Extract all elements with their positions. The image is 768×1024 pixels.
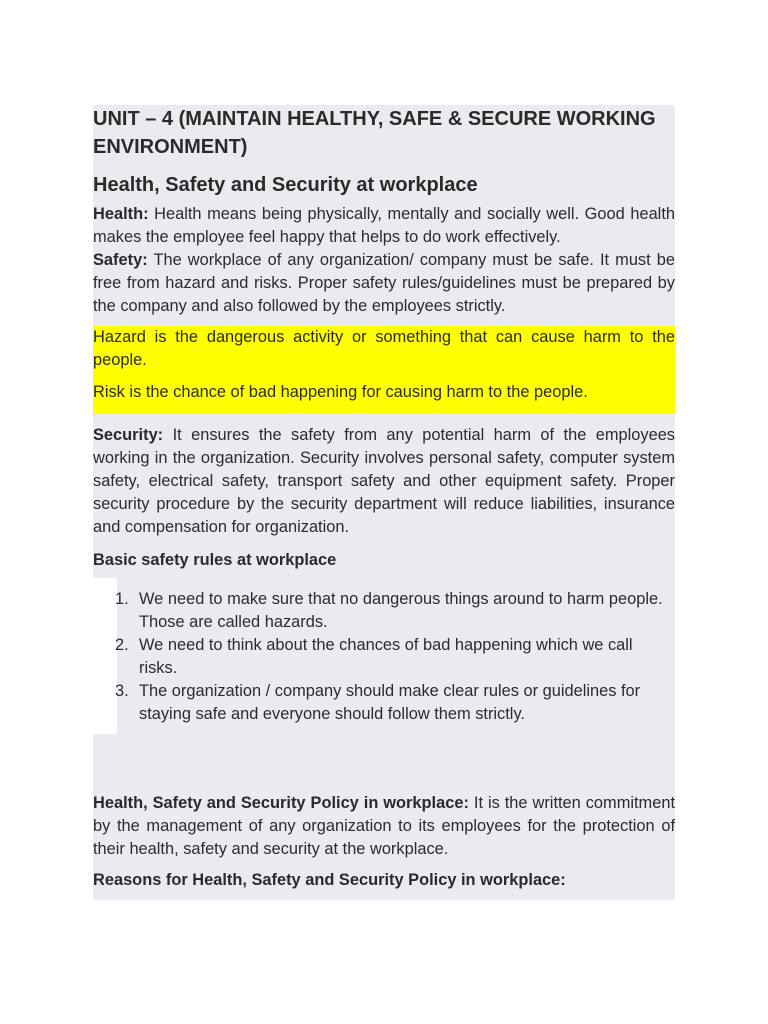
health-label: Health: <box>93 205 149 223</box>
policy-text: It is the written commitment by the management of any organization to its employees for the protection of their health, safety and security at the workplace. <box>93 794 675 858</box>
safety-label: Safety: <box>93 251 148 269</box>
security-paragraph <box>93 424 675 549</box>
health-paragraph <box>93 203 675 318</box>
highlighted-definitions <box>93 326 675 414</box>
list-number: 1. <box>115 590 129 608</box>
risk-definition: Risk is the chance of bad happening for causing harm to the people. <box>93 383 588 401</box>
title-block <box>93 105 675 203</box>
security-block <box>93 414 675 578</box>
list-left-margin-lower <box>93 734 117 755</box>
hazard-definition: Hazard is the dangerous activity or something that can cause harm to the people. <box>93 328 675 369</box>
unit-title: UNIT – 4 (MAINTAIN HEALTHY, SAFE & SECURE WORKING ENVIRONMENT) <box>93 108 656 158</box>
list-item <box>93 634 675 680</box>
blank-spacer <box>93 755 675 792</box>
list-text: We need to think about the chances of bad happening which we call risks. <box>139 636 633 677</box>
rules-heading: Basic safety rules at workplace <box>93 551 337 569</box>
security-text: It ensures the safety from any potential harm of the employees working in the organization. Security involves personal safety, computer system safety, electrical safety, transport safety and other equipment safety. Proper security procedure by the security department will reduce liabilities, insurance and compensation for organization. <box>93 426 675 536</box>
policy-label: Health, Safety and Security Policy in workplace: <box>93 794 469 812</box>
rules-list <box>93 588 675 726</box>
policy-paragraph <box>93 792 675 869</box>
section-subtitle: Health, Safety and Security at workplace <box>93 174 478 196</box>
security-label: Security: <box>93 426 164 444</box>
list-item <box>93 680 675 726</box>
rules-list-area <box>93 578 675 755</box>
list-text: We need to make sure that no dangerous things around to harm people. Those are called hazards. <box>139 590 663 631</box>
safety-text: The workplace of any organization/ company must be safe. It must be free from hazard and risks. Proper safety rules/guidelines must be prepared by the company and also followed by the employees strictly. <box>93 251 675 315</box>
list-text: The organization / company should make clear rules or guidelines for staying safe and everyone should follow them strictly. <box>139 682 641 723</box>
list-item <box>93 588 675 634</box>
list-number: 2. <box>115 636 129 654</box>
reasons-heading: Reasons for Health, Safety and Security Policy in workplace: <box>93 871 566 889</box>
document-content <box>93 105 675 900</box>
health-safety-block <box>93 203 675 326</box>
policy-block <box>93 755 675 900</box>
health-text: Health means being physically, mentally and socially well. Good health makes the employee feel happy that helps to do work effectively. <box>93 205 675 246</box>
list-number: 3. <box>115 682 129 700</box>
